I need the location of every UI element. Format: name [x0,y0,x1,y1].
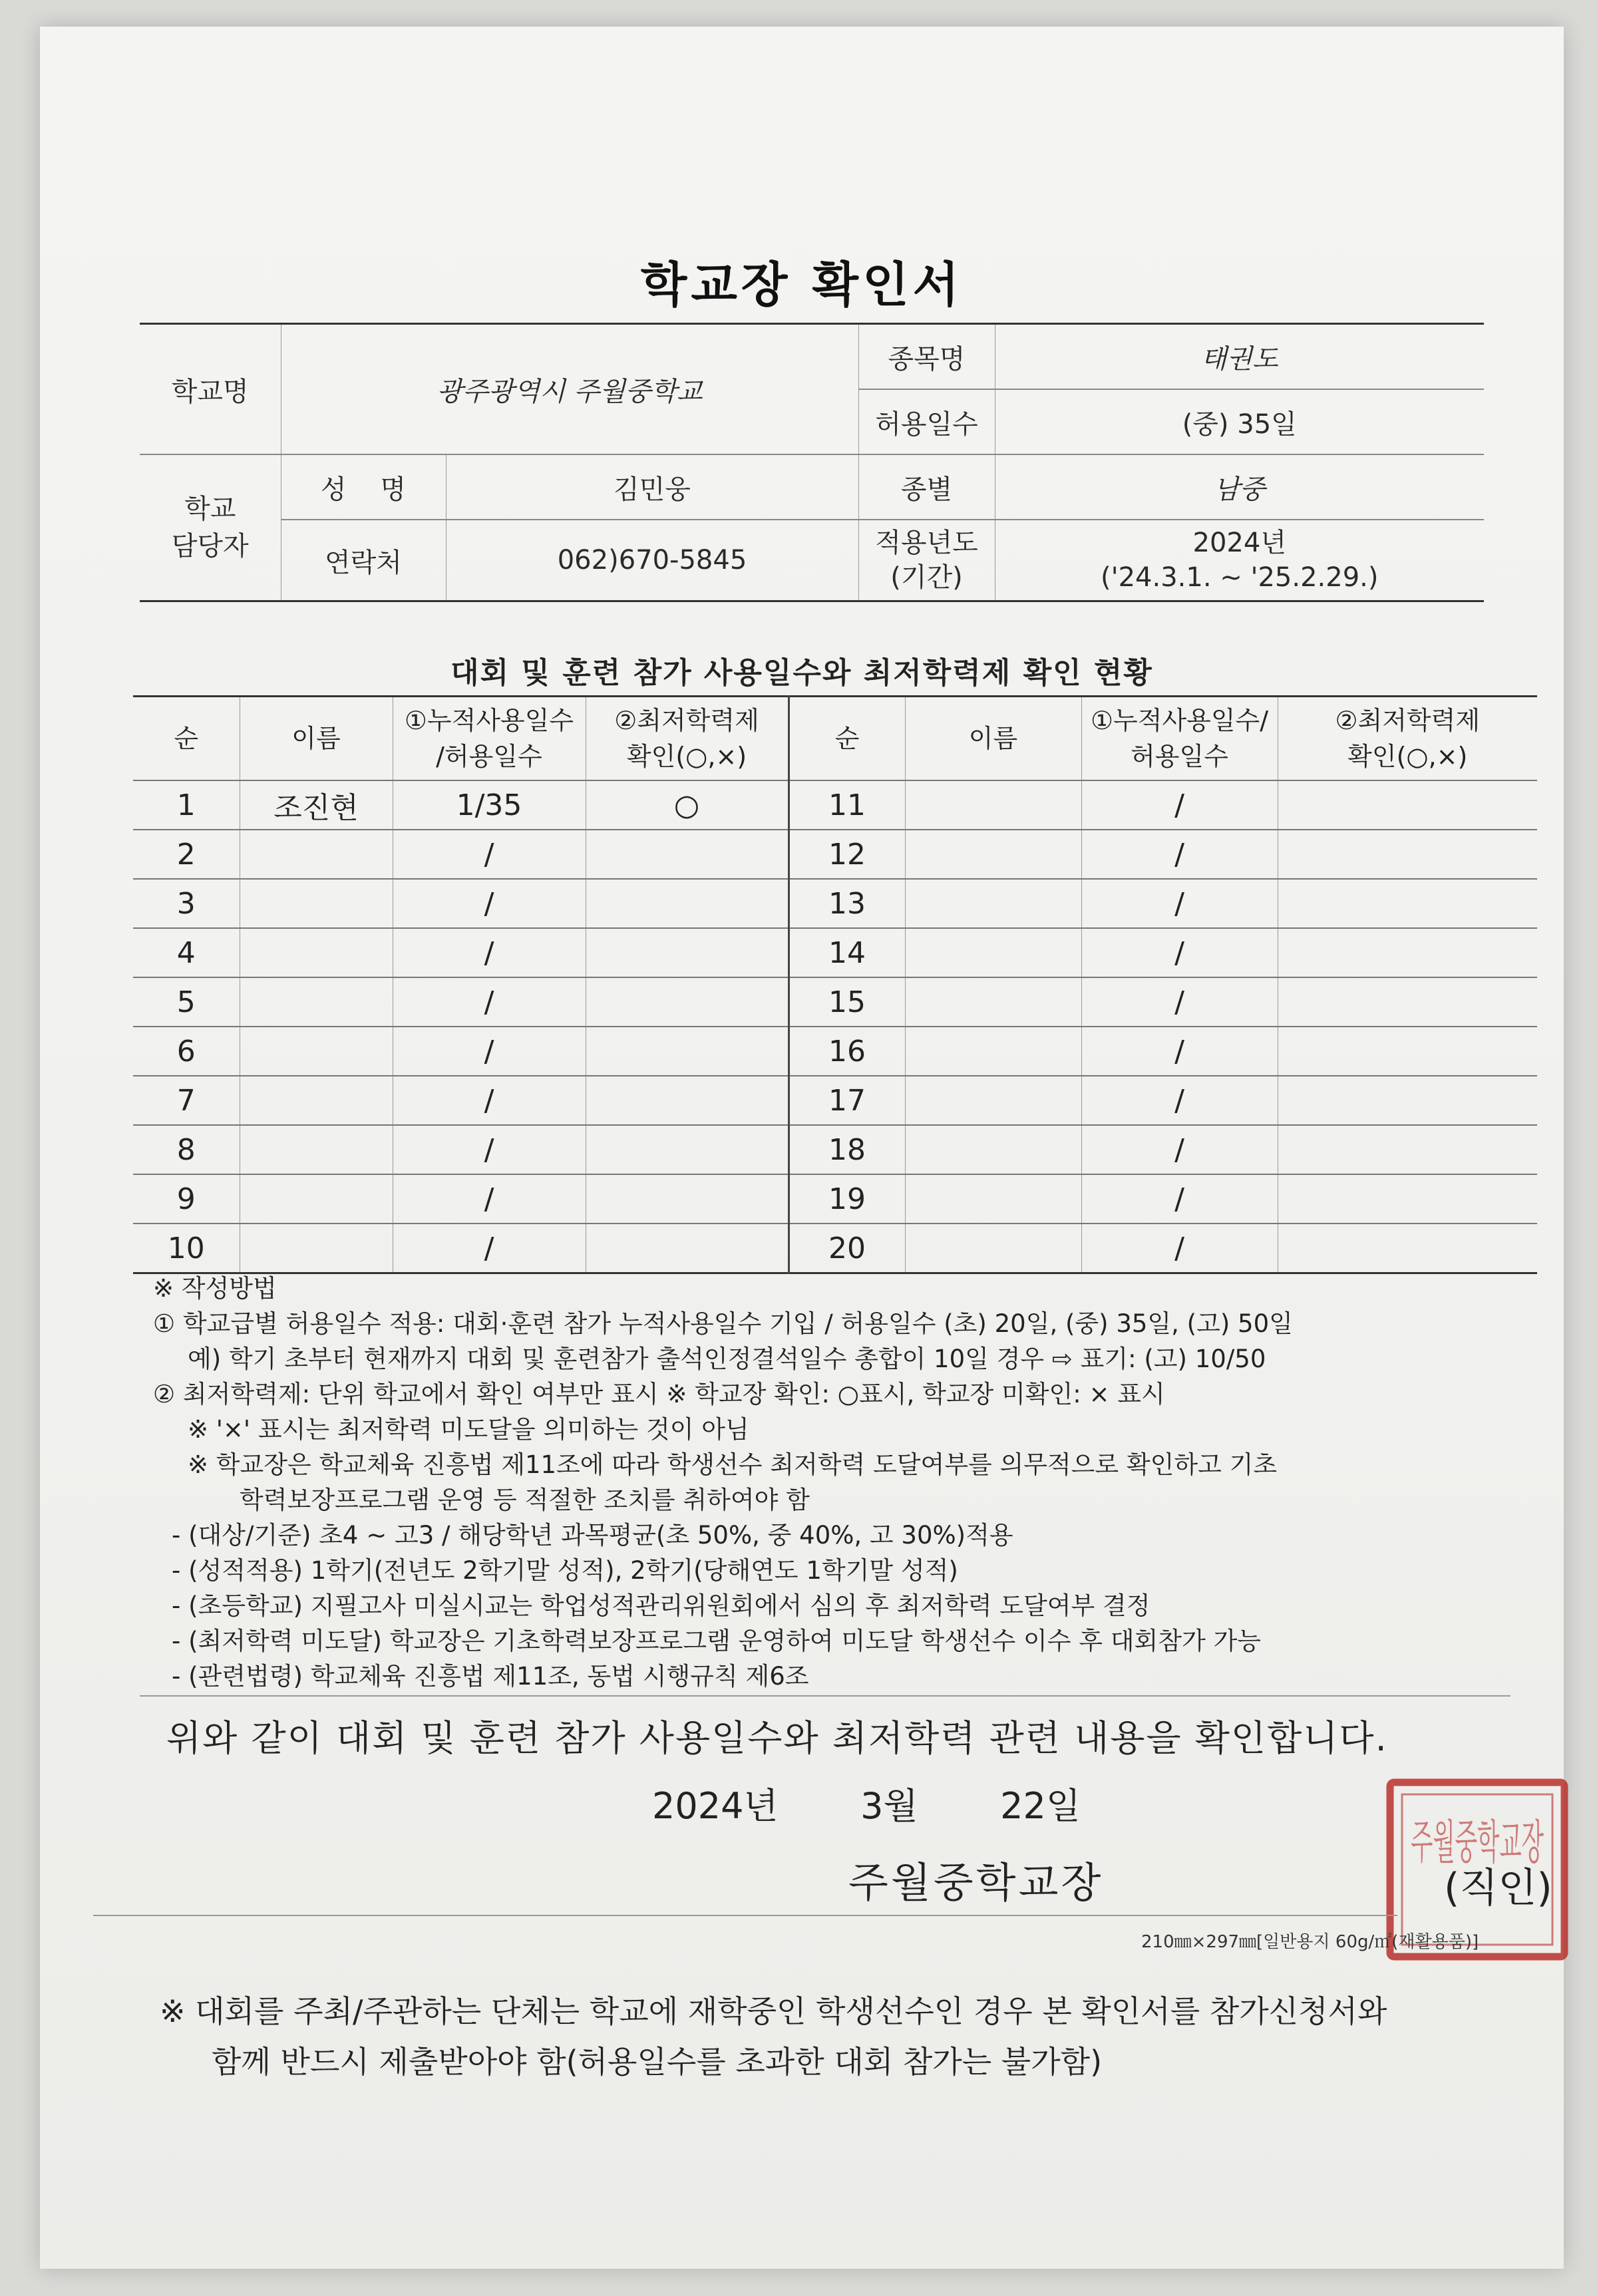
paper-spec: 210㎜×297㎜[일반용지 60g/㎡(재활용품)] [1141,1932,1479,1952]
row-check-2 [1278,1076,1537,1125]
row-no: 10 [133,1224,240,1273]
row-check [586,1125,789,1174]
row-name-2 [905,1076,1081,1125]
row-name [240,1125,393,1174]
row-days-2: / [1081,1174,1278,1224]
seal-label: (직인) [1444,1865,1552,1911]
table-row [133,1027,1537,1076]
row-no-2: 13 [789,879,905,928]
row-no: 3 [133,879,240,928]
row-check-2 [1278,928,1537,977]
row-days: 1/35 [393,780,586,830]
roster-table [133,695,1537,1274]
category-value: 남중 [995,454,1484,520]
detail-target: - (대상/기준) 초4 ~ 고3 / 해당학년 과목평균(초 50%, 중 40%, 고 30%)적용 [172,1521,1013,1550]
school-value: 광주광역시 주월중학교 [281,324,858,455]
info-table [140,323,1484,602]
row-check [586,928,789,977]
row-no: 5 [133,977,240,1027]
school-label: 학교명 [140,324,281,455]
row-no-2: 19 [789,1174,905,1224]
divider [93,1915,1397,1916]
contact-value: 062)670-5845 [446,520,858,601]
row-check [586,830,789,879]
row-no-2: 14 [789,928,905,977]
footer-notice [160,1986,1524,2087]
issue-date: 2024년 3월 22일 [652,1785,1081,1827]
roster-title: 대회 및 훈련 참가 사용일수와 최저학력제 확인 현황 [450,656,1153,690]
footer-line-2: 함께 반드시 제출받아야 함(허용일수를 초과한 대회 참가는 불가함) [212,2044,1103,2080]
row-check-2 [1278,780,1537,830]
row-name [240,1076,393,1125]
row-days-2: / [1081,1027,1278,1076]
note-1: ① 학교급별 허용일수 적용: 대회·훈련 참가 누적사용일수 기입 / 허용일수 (초) 20일, (중) 35일, (고) 50일 [153,1309,1293,1338]
row-no: 8 [133,1125,240,1174]
table-row [133,830,1537,879]
note-2: ② 최저학력제: 단위 학교에서 확인 여부만 표시 ※ 학교장 확인: ○표시, 학교장 미확인: × 표시 [153,1380,1165,1408]
row-no: 2 [133,830,240,879]
table-row [133,1076,1537,1125]
table-row [133,780,1537,830]
row-days: / [393,977,586,1027]
table-row [133,928,1537,977]
row-days: / [393,830,586,879]
row-check [586,1224,789,1273]
name-label: 성 명 [281,454,446,520]
document-title: 학교장 확인서 [640,257,964,313]
note-2-law-1: ※ 학교장은 학교체육 진흥법 제11조에 따라 학생선수 최저학력 도달여부를 의무적으로 확인하고 기초 [188,1450,1278,1479]
note-1-example: 예) 학기 초부터 현재까지 대회 및 훈련참가 출석인정결석일수 총합이 10일 경우 ⇨ 표기: (고) 10/50 [188,1345,1266,1373]
row-days-2: / [1081,780,1278,830]
table-row [133,1224,1537,1273]
header-days: ①누적사용일수 /허용일수 [393,697,586,781]
period-value: ('24.3.1. ~ '25.2.29.) [1101,562,1379,593]
header-no-2: 순 [789,697,905,781]
row-no-2: 18 [789,1125,905,1174]
row-days: / [393,928,586,977]
note-2-law-2: 학력보장프로그램 운영 등 적절한 조치를 취하여야 함 [240,1486,810,1514]
note-2-x: ※ '×' 표시는 최저학력 미도달을 의미하는 것이 아님 [188,1415,749,1444]
row-check [586,1076,789,1125]
header-days-2: ①누적사용일수/ 허용일수 [1081,697,1278,781]
year-label: 적용년도 (기간) [858,520,995,601]
notes-heading: ※ 작성방법 [153,1274,277,1303]
row-check-2 [1278,879,1537,928]
row-no: 9 [133,1174,240,1224]
row-check [586,879,789,928]
row-check [586,1174,789,1224]
row-no: 4 [133,928,240,977]
name-value: 김민웅 [446,454,858,520]
row-no: 1 [133,780,240,830]
row-days-2: / [1081,879,1278,928]
instructions [153,1271,1537,1694]
row-no: 7 [133,1076,240,1125]
row-check-2 [1278,977,1537,1027]
row-name-2 [905,1125,1081,1174]
row-days-2: / [1081,1224,1278,1273]
confirmation-statement: 위와 같이 대회 및 훈련 참가 사용일수와 최저학력 관련 내용을 확인합니다. [166,1717,1388,1759]
row-check: ○ [586,780,789,830]
header-check-2: ②최저학력제 확인(○,×) [1278,697,1537,781]
seal-glyphs: 주월중학교장 [1411,1815,1544,1870]
detail-below-minimum: - (최저학력 미도달) 학교장은 기초학력보장프로그램 운영하여 미도달 학생선수 이수 후 대회참가 가능 [172,1627,1262,1655]
row-name [240,928,393,977]
row-name-2 [905,928,1081,977]
table-row [133,879,1537,928]
row-name-2 [905,879,1081,928]
year-cell [995,520,1484,601]
row-name [240,1174,393,1224]
row-no-2: 11 [789,780,905,830]
row-name-2 [905,977,1081,1027]
detail-grades: - (성적적용) 1학기(전년도 2학기말 성적), 2학기(당해연도 1학기말 성적) [172,1556,958,1585]
row-check [586,977,789,1027]
row-no-2: 12 [789,830,905,879]
contact-label: 연락처 [281,520,446,601]
row-name: 조진현 [240,780,393,830]
row-name-2 [905,1174,1081,1224]
row-no-2: 15 [789,977,905,1027]
row-days: / [393,1224,586,1273]
header-name-2: 이름 [905,697,1081,781]
row-days: / [393,1027,586,1076]
category-label: 종별 [858,454,995,520]
header-no: 순 [133,697,240,781]
row-no-2: 17 [789,1076,905,1125]
row-no-2: 20 [789,1224,905,1273]
row-name [240,879,393,928]
allowed-days-value: (중) 35일 [995,389,1484,454]
row-name [240,830,393,879]
row-check-2 [1278,1027,1537,1076]
row-name-2 [905,1027,1081,1076]
row-check-2 [1278,1174,1537,1224]
sport-value: 태권도 [995,324,1484,390]
row-days: / [393,1125,586,1174]
row-name [240,1224,393,1273]
row-check [586,1027,789,1076]
row-days-2: / [1081,1125,1278,1174]
row-check-2 [1278,830,1537,879]
year-value: 2024년 [1192,528,1286,558]
row-days-2: / [1081,830,1278,879]
divider [140,1695,1510,1697]
document-page [40,27,1564,2269]
row-days-2: / [1081,928,1278,977]
row-days: / [393,1076,586,1125]
row-name-2 [905,780,1081,830]
detail-elementary: - (초등학교) 지필고사 미실시교는 학업성적관리위원회에서 심의 후 최저학력 도달여부 결정 [172,1591,1151,1620]
row-days-2: / [1081,977,1278,1027]
row-no: 6 [133,1027,240,1076]
row-check-2 [1278,1125,1537,1174]
sport-label: 종목명 [858,324,995,390]
row-days: / [393,879,586,928]
row-days: / [393,1174,586,1224]
table-row [133,1125,1537,1174]
footer-line-1: ※ 대회를 주최/주관하는 단체는 학교에 재학중인 학생선수인 경우 본 확인서를 참가신청서와 [160,1993,1387,2029]
table-row [133,977,1537,1027]
row-no-2: 16 [789,1027,905,1076]
row-name [240,977,393,1027]
manager-label: 학교 담당자 [140,454,281,601]
principal-title: 주월중학교장 [848,1858,1104,1907]
row-name-2 [905,1224,1081,1273]
roster-header-row [133,697,1537,781]
detail-law: - (관련법령) 학교체육 진흥법 제11조, 동법 시행규칙 제6조 [172,1662,809,1691]
table-row [133,1174,1537,1224]
row-name [240,1027,393,1076]
row-days-2: / [1081,1076,1278,1125]
row-check-2 [1278,1224,1537,1273]
header-name: 이름 [240,697,393,781]
allowed-days-label: 허용일수 [858,389,995,454]
row-name-2 [905,830,1081,879]
header-check: ②최저학력제 확인(○,×) [586,697,789,781]
